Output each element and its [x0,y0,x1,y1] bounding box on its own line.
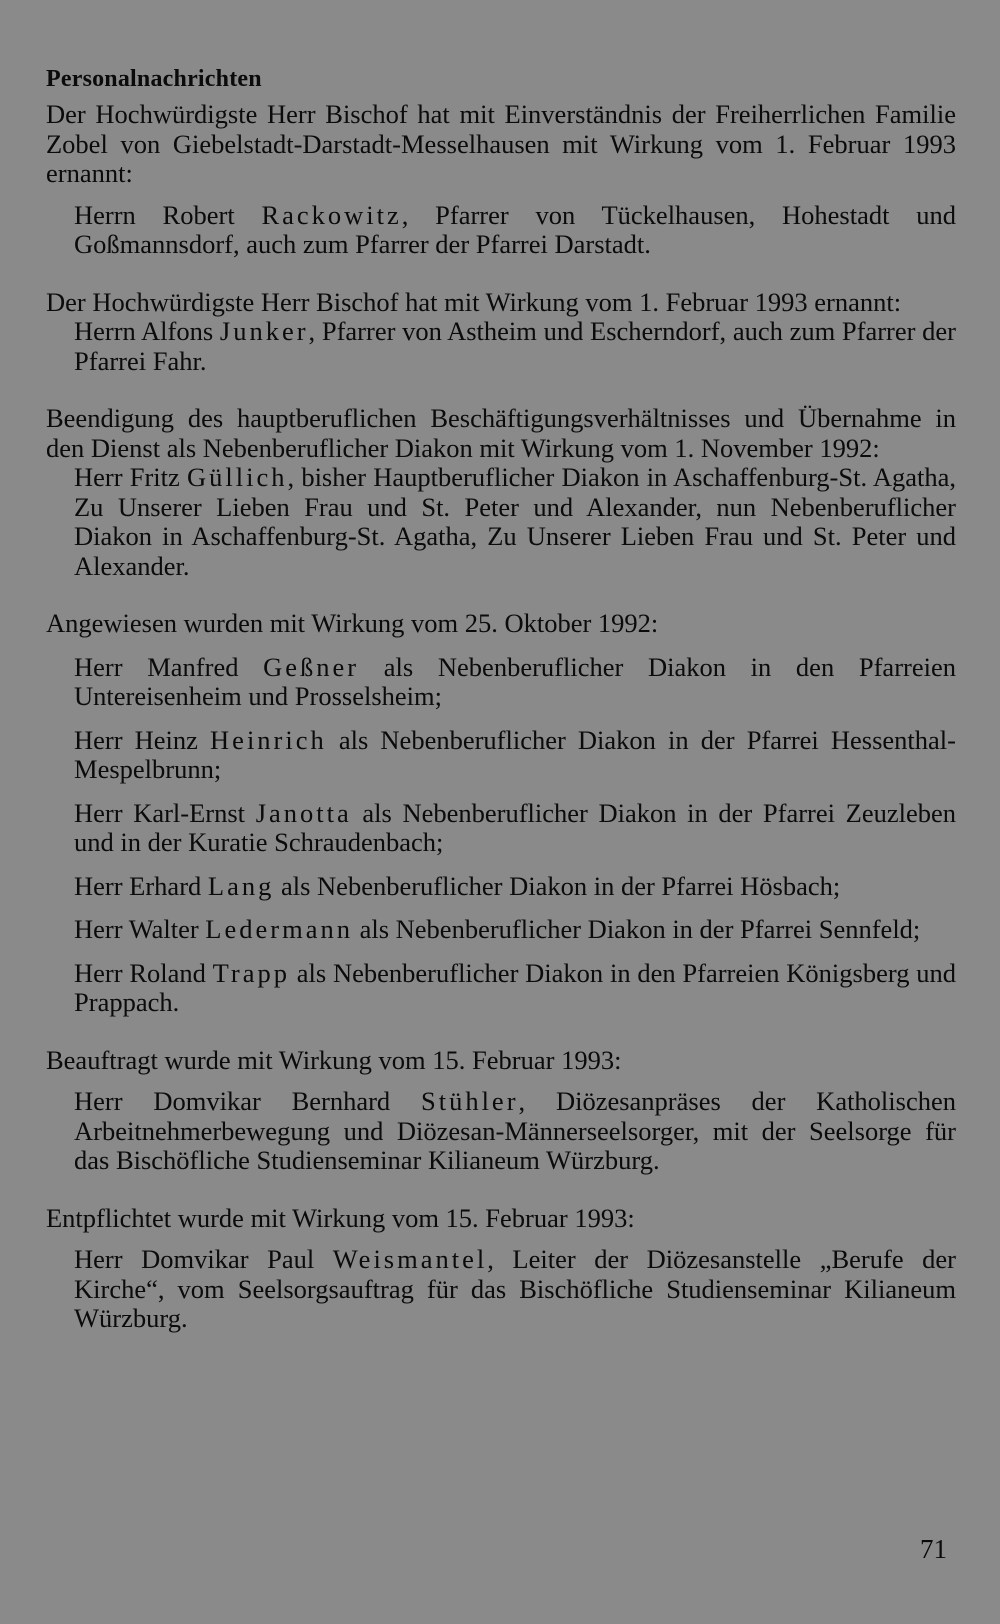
appointment-entry [74,317,956,376]
entry-text: als Nebenberuflicher Diakon in den Pfarreien Königsberg und Prappach. [74,957,956,1017]
person-name: Stühler [420,1086,519,1116]
appointment-entry [74,201,956,260]
section-intro: Angewiesen wurden mit Wirkung vom 25. Oktober 1992: [46,608,659,638]
entry-prefix: Herrn Alfons [74,316,220,346]
entry-text: , Pfarrer von Tückelhausen, Hohestadt und Goßmannsdorf, auch zum Pfarrer der Pfarrei Darstadt. [74,199,956,259]
person-name: Weismantel [332,1244,488,1274]
entry-prefix: Herr Domvikar Paul [74,1244,333,1274]
person-name: Güllich [187,462,288,492]
entry-prefix: Herr Heinz [74,724,211,755]
appointment-entry [74,799,956,858]
entry-prefix: Herr Fritz [74,462,187,492]
section-intro: Beauftragt wurde mit Wirkung vom 15. Februar 1993: [46,1044,622,1075]
appointment-entry [74,915,956,945]
appointment-entry [74,872,956,902]
entry-prefix: Herr Walter [74,914,206,944]
person-name: Rackowitz [261,199,402,230]
entry-text: als Nebenberuflicher Diakon in der Pfarrei Zeuzleben und in der Kuratie Schraudenbach; [74,797,956,857]
appointment-entry [74,1245,956,1334]
entry-prefix: Herrn Robert [74,199,262,230]
section-intro: Der Hochwürdigste Herr Bischof hat mit Wirkung vom 1. Februar 1993 ernannt: [46,286,902,317]
document-page [46,64,956,1334]
person-name: Janotta [255,797,352,828]
person-name: Heinrich [210,724,327,755]
person-name: Ledermann [205,914,353,944]
entry-text: , Diözesanpräses der Katholischen Arbeitnehmerbewegung und Diözesan-Männerseelsorger, mit der Seelsorge für das Bischöfliche Studienseminar Kilianeum Würzburg. [74,1086,956,1175]
entry-text: als Nebenberuflicher Diakon in der Pfarrei Hessenthal-Mespelbrunn; [74,724,956,784]
entry-text: als Nebenberuflicher Diakon in den Pfarreien Untereisenheim und Prosselsheim; [74,651,956,711]
person-name: Geßner [263,651,360,682]
entry-text: , bisher Hauptberuflicher Diakon in Aschaffenburg-St. Agatha, Zu Unserer Lieben Frau und St. Peter und Alexander, nun Nebenberuflicher Diakon in Aschaffenburg-St. Agatha, Zu Unserer Lieben Frau und St. Peter und Alexander. [74,462,956,581]
person-name: Junker [219,316,309,346]
appointment-entry [74,959,956,1018]
person-name: Trapp [212,957,290,988]
section-intro: Entpflichtet wurde mit Wirkung vom 15. Februar 1993: [46,1202,635,1233]
entry-text: , Pfarrer von Astheim und Escherndorf, auch zum Pfarrer der Pfarrei Fahr. [74,316,956,376]
appointment-entry [74,463,956,581]
entry-prefix: Herr Roland [74,957,213,988]
section-heading: Personalnachrichten [46,66,262,92]
entry-prefix: Herr Manfred [74,651,264,682]
appointment-entry [74,653,956,712]
entry-prefix: Herr Domvikar Bernhard [74,1086,421,1116]
entry-text: , Leiter der Diözesanstelle „Berufe der Kirche“, vom Seelsorgsauftrag für das Bischöfliche Studienseminar Kilianeum Würzburg. [74,1244,956,1333]
entry-text: als Nebenberuflicher Diakon in der Pfarrei Sennfeld; [352,914,921,944]
entry-prefix: Herr Erhard [74,870,208,901]
section-intro: Der Hochwürdigste Herr Bischof hat mit Einverständnis der Freiherrlichen Familie Zobel von Giebelstadt-Darstadt-Messelhausen mit Wirkung vom 1. Februar 1993 ernannt: [46,99,956,188]
entry-text: als Nebenberuflicher Diakon in der Pfarrei Hösbach; [274,870,841,901]
section-intro: Beendigung des hauptberuflichen Beschäftigungsverhältnisses und Übernahme in den Dienst als Nebenberuflicher Diakon mit Wirkung vom 1. November 1992: [46,403,956,463]
appointment-entry [74,1087,956,1176]
appointment-entry [74,726,956,785]
page-number: 71 [920,1534,947,1564]
person-name: Lang [207,870,275,901]
entry-prefix: Herr Karl-Ernst [74,797,256,828]
